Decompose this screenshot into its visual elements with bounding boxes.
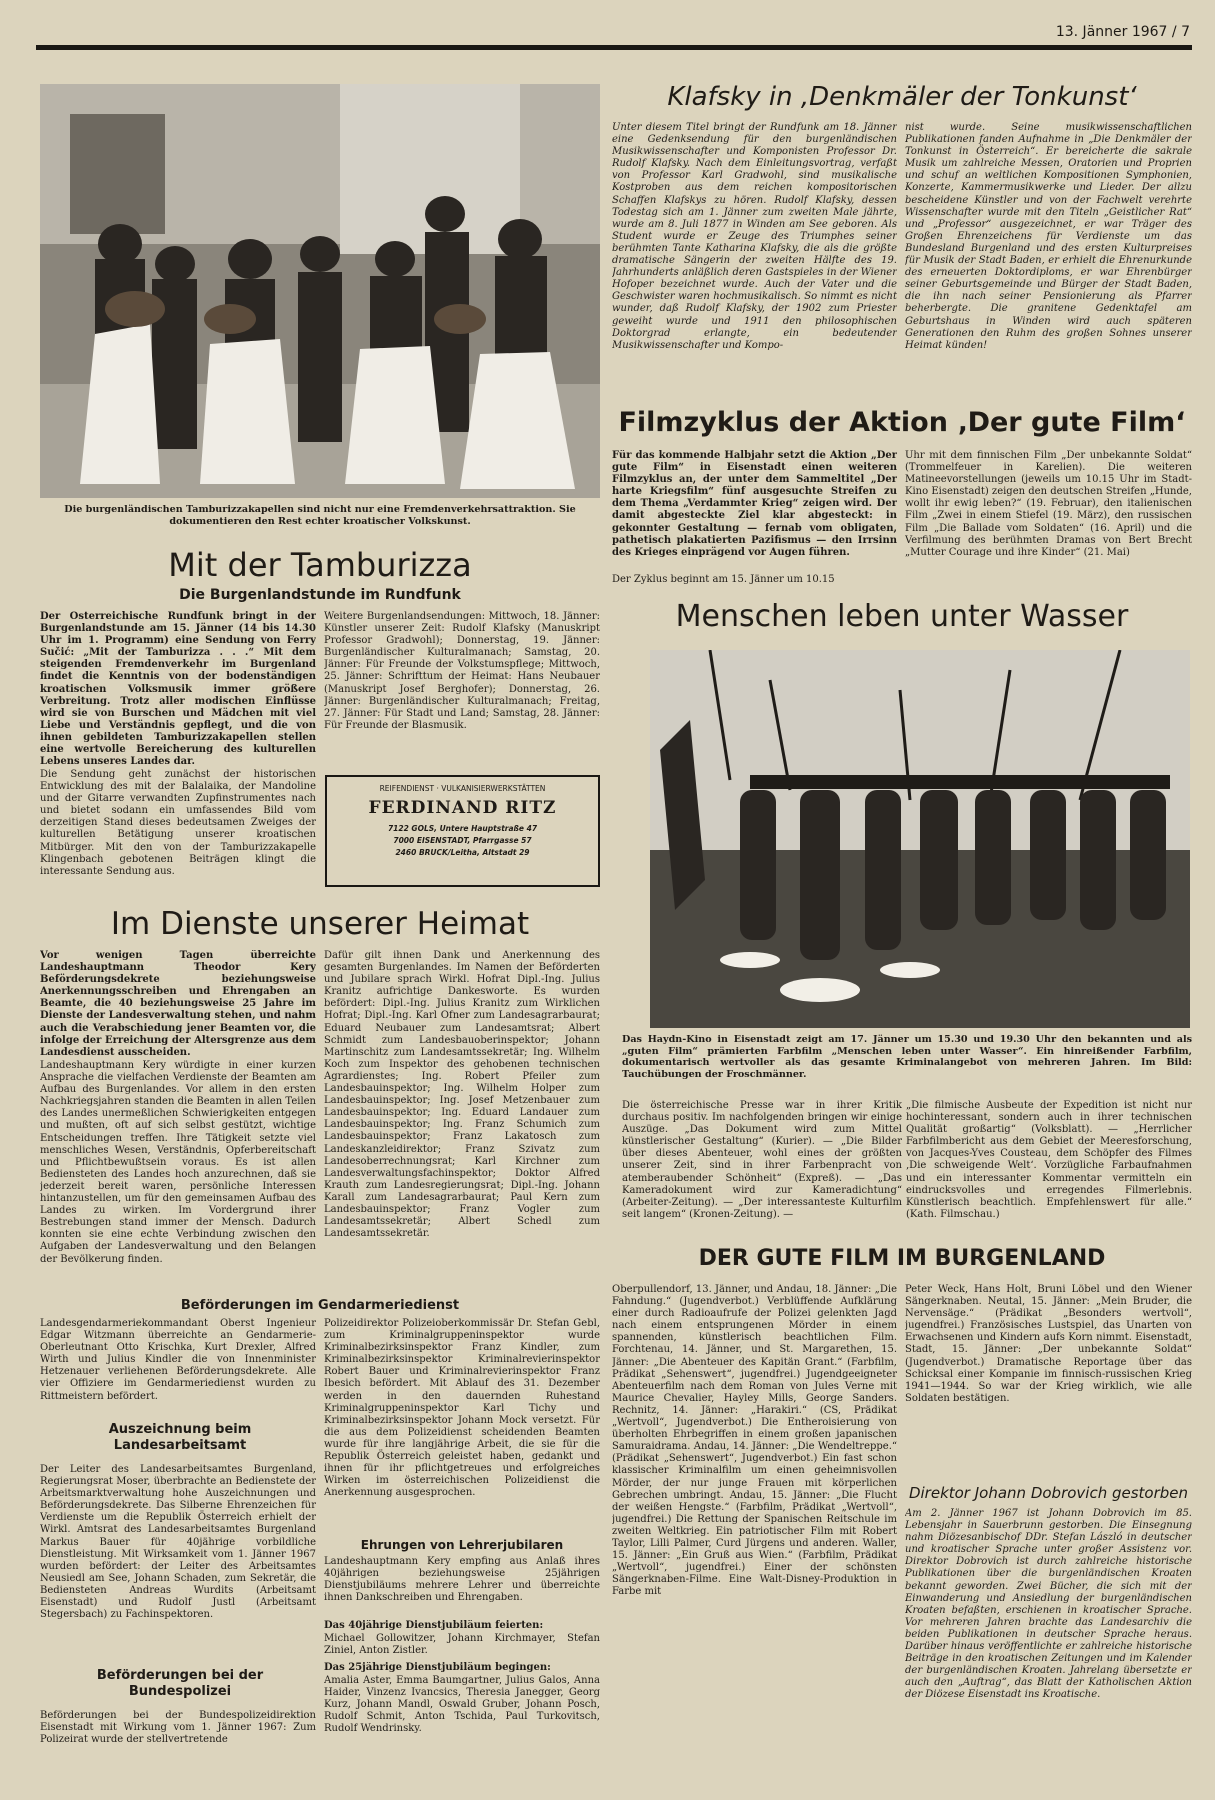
tamburizza-photo-illustration (40, 84, 600, 498)
lehrer-headline: Ehrungen von Lehrerjubilaren (360, 1538, 564, 1552)
froschmaenner-photo-illustration (650, 650, 1190, 1028)
lehrer-body: Landeshauptmann Kery empfing aus Anlaß ihres 40jährigen beziehungsweise 25jährigen Dienstjubiläums mehrere Lehrer und überreichte ihnen Dankschreiben und Ehrengaben. (324, 1556, 600, 1604)
gendarmerie-headline: Beförderungen im Gendarmeriedienst (180, 1298, 460, 1313)
landesarbeitsamt-headline: Auszeichnung beim Landesarbeitsamt (108, 1422, 252, 1453)
tamburizza-col2: Weitere Burgenlandsendungen: Mittwoch, 18. Jänner: Künstler unserer Zeit: Rudolf Klafsky (Manuskript Professor Gradwohl); Donnerstag, 19. Jänner: Burgenländischer Kulturalmanach; Samstag, 20. Jänner: Für Freunde der Volkstumspflege; Mittwoch, 25. Jänner: Schrifttum der Heimat: Hans Neubauer (Manuskript Josef Berghofer); Donnerstag, 26. Jänner: Burgenländischer Kulturalmanach; Freitag, 27. Jänner: Für Stadt und Land; Samstag, 28. Jänner: Für Freunde der Blasmusik. (324, 611, 600, 731)
lehrer-25-names: Amalia Aster, Emma Baumgartner, Julius Galos, Anna Haider, Vinzenz Ivancsics, Theresia Janegger, Georg Kurz, Johann Mandl, Oswald Gruber, Johann Posch, Rudolf Schmit, Anton Tschida, Paul Turkovitsch, Rudolf Wendrinsky. (324, 1675, 600, 1735)
tamburizza-headline: Mit der Tamburizza (168, 546, 472, 584)
bundespolizei-col2: Polizeidirektor Polizeioberkommissär Dr. Stefan Gebl, zum Kriminalgruppeninspektor wurde Kriminalbezirksinspektor Franz Kindler, zum Kriminalbezirksinspektor Kriminalrevierinspektor Robert Bauer und Kriminalrevierinspektor Franz Ibesich befördert. Mit Ablauf des 31. Dezember werden in den dauernden Ruhestand Kriminalgruppeninspektor Karl Tichy und Kriminalbezirksinspektor Johann Mock versetzt. Für die aus dem Polizeidienst scheidenden Beamten wurde für ihre langjährige Arbeit, die sie für die Republik Österreich geleistet haben, gedankt und ihnen für ihr pflichtgetreues und erfolgreiches Wirken im österreichischen Polizeidienst die Anerkennung ausgesprochen. (324, 1318, 600, 1499)
tamburizza-band-photo (40, 84, 600, 498)
tamburizza-subtitle: Die Burgenlandstunde im Rundfunk (179, 587, 461, 603)
heimat-body: Landeshauptmann Kery würdigte in einer kurzen Ansprache die vielfachen Verdienste der Beamten am Aufbau des Burgenlandes. Vor allem in den ersten Nachkriegsjahren standen die Beamten in allen Teilen des Landes unermeßlichen Schwierigkeiten entgegen und mußten, oft auf sich selbst gestützt, wichtige Entscheidungen treffen. Ihre Tätigkeit setzte viel menschliches Wesen, Verständnis, Opferbereitschaft und Pflichtbewußtsein voraus. Es ist allen Bediensteten des Landes hoch anzurechnen, daß sie jederzeit bereit waren, persönliche Interessen hintanzustellen, um für den gemeinsamen Aufbau des Landes zu wirken. Im Vordergrund ihrer Bestrebungen stand immer der Mensch. Dadurch konnten sie eine echte Verbindung zwischen den Aufgaben der Landesverwaltung und den Belangen der Bevölkerung finden. (40, 1060, 316, 1265)
bundespolizei-body: Beförderungen bei der Bundespolizeidirektion Eisenstadt mit Wirkung vom 1. Jänner 1967: Zum Polizeirat wurde der stellvertretende (40, 1710, 316, 1746)
ad-company-name: FERDINAND RITZ (368, 798, 557, 818)
filmzyklus-col1: Für das kommende Halbjahr setzt die Aktion „Der gute Film“ in Eisenstadt einen weiteren Filmzyklus an, der unter dem Sammeltitel „Der harte Kriegsfilm“ fünf ausgesuchte Streifen zu dem Thema „Verdammter Krieg“ zeigen wird. Der damit abgesteckte Ziel klar abgesteckt: in gekonnter Gestaltung — fernab vom obligaten, pathetisch plakatierten Pazifismus — den Irrsinn des Krieges einprägend vor Augen führen. (612, 450, 897, 558)
page-date-number: 13. Jänner 1967 / 7 (1055, 24, 1190, 40)
ad-address-bruck: 2460 BRUCK/Leitha, Altstadt 29 (395, 848, 530, 857)
filmzyklus-col1-end: Der Zyklus beginnt am 15. Jänner um 10.15 (612, 574, 835, 585)
lehrer-25-heading: Das 25jährige Dienstjubiläum begingen: (324, 1662, 551, 1673)
klafsky-col1: Unter diesem Titel bringt der Rundfunk am 18. Jänner eine Gedenksendung für den burgenländischen Musikwissenschafter und Komponisten Professor Dr. Rudolf Klafsky. Nach dem Einleitungsvortrag, verfaßt von Professor Karl Gradwohl, sind musikalische Kostproben aus dem reichen kompositorischen Schaffen Klafskys zu hören. Rudolf Klafsky, dessen Todestag sich am 1. Jänner zum zweiten Male jährte, wurde am 8. Juli 1877 in Winden am See geboren. Als Student wurde er Zeuge des Triumphes seiner berühmten Tante Katharina Klafsky, die als die größte dramatische Sängerin der zweiten Hälfte des 19. Jahrhunderts anläßlich deren Gastspieles in der Wiener Hofoper bezeichnet wurde. Auch der Vater und die Geschwister waren hochmusikalisch. So nimmt es nicht wunder, daß Rudolf Klafsky, der 1902 zum Priester geweiht wurde und 1911 den philosophischen Doktorgrad erlangte, ein bedeutender Musikwissenschafter und Kompo- (612, 122, 897, 351)
lehrer-40-names: Michael Gollowitzer, Johann Kirchmayer, Stefan Ziniel, Anton Zistler. (324, 1633, 600, 1657)
wasser-photo-caption: Das Haydn-Kino in Eisenstadt zeigt am 17. Jänner um 15.30 und 19.30 Uhr den bekannten und als „guten Film“ prämierten Farbfilm „Menschen leben unter Wasser“. Ein hinreißender Farbfilm, dokumentarisch wertvoller als das gesamte Kriminalangebot von mehreren Jahren. Im Bild: Tauchübungen der Froschmänner. (622, 1034, 1192, 1080)
heimat-headline: Im Dienste unserer Heimat (110, 906, 530, 942)
gute-film-headline: DER GUTE FILM IM BURGENLAND (698, 1246, 1106, 1271)
dobrovich-body: Am 2. Jänner 1967 ist Johann Dobrovich im 85. Lebensjahr in Sauerbrunn gestorben. Die Einsegnung nahm Diözesanbischof DDr. Stefan László in deutscher und kroatischer Sprache unter großer Assistenz vor. Direktor Dobrovich ist durch zahlreiche historische Publikationen über die burgenländischen Kroaten bekannt geworden. Zwei Bücher, die sich mit der Einwanderung und Ansiedlung der burgenländischen Kroaten befaßten, erschienen in kroatischer Sprache. Vor mehreren Jahren brachte das Landesarchiv die beiden Publikationen in deutscher Sprache heraus. Darüber hinaus veröffentlichte er zahlreiche historische Beiträge in den kroatischen Zeitungen und im Kalender der burgenländischen Kroaten. Jahrelang übersetzte er auch den „Auftrag“, das Blatt der Katholischen Aktion der Diözese Eisenstadt ins Kroatische. (905, 1508, 1192, 1701)
heimat-col2: Dafür gilt ihnen Dank und Anerkennung des gesamten Burgenlandes. Im Namen der Beförderten und Jubilare sprach Wirkl. Hofrat Dipl.-Ing. Julius Kranitz aufrichtige Dankesworte. Es wurden befördert: Dipl.-Ing. Julius Kranitz zum Wirklichen Hofrat; Dipl.-Ing. Karl Ofner zum Landesagrarbaurat; Eduard Neubauer zum Landesamtsrat; Albert Schmidt zum Landesbauoberinspektor; Johann Martinschitz zum Landesamtssekretär; Ing. Wilhelm Koch zum Inspektor des gehobenen technischen Agrardienstes; Ing. Robert Pfeiler zum Landesbauinspektor; Ing. Wilhelm Holper zum Landesbauinspektor; Ing. Josef Metzenbauer zum Landesbauinspektor; Ing. Eduard Landauer zum Landesbauinspektor; Ing. Franz Schumich zum Landesbauinspektor; Franz Lakatosch zum Landeskanzleidirektor; Franz Szivatz zum Landesoberrechnungsrat; Karl Kirchner zum Landesverwaltungsfachinspektor; Doktor Alfred Krauth zum Landesregierungsrat; Dipl.-Ing. Johann Karall zum Landesagrarbaurat; Paul Kern zum Landesbauinspektor; Franz Vogler zum Landesamtssekretär; Albert Schedl zum Landesamtssekretär. (324, 950, 600, 1240)
header-rule (36, 45, 1192, 50)
ad-address-eisenstadt: 7000 EISENSTADT, Pfarrgasse 57 (393, 836, 532, 845)
klafsky-col2: nist wurde. Seine musikwissenschaftlichen Publikationen fanden Aufnahme in „Die Denkmäler der Tonkunst in Österreich“. Er bereicherte die sakrale Musik um zahlreiche Messen, Oratorien und Proprien und schuf an weltlichen Kompositionen Symphonien, Konzerte, Kammermusikwerke und Lieder. Der allzu bescheidene Künstler und von der Fachwelt verehrte Wissenschafter wurde mit den Titeln „Geistlicher Rat“ und „Professor“ ausgezeichnet, er war Träger des Großen Ehrenzeichens für Verdienste um das Bundesland Burgenland und des ersten Kulturpreises für Musik der Stadt Baden, er erhielt die Ehrenurkunde des erneuerten Doktordiploms, er war Ehrenbürger seiner Geburtsgemeinde und Bürger der Stadt Baden, die ihn nach seiner Pensionierung als Pfarrer beherbergte. Die granitene Gedenktafel am Geburtshaus in Winden wird auch späteren Generationen den Ruhm des großen Sohnes unserer Heimat künden! (905, 122, 1192, 351)
bundespolizei-headline: Beförderungen bei der Bundespolizei (96, 1668, 264, 1699)
gute-film-col2: Peter Weck, Hans Holt, Bruni Löbel und den Wiener Sängerknaben. Neutal, 15. Jänner: „Mein Bruder, die Nervensäge.“ (Prädikat „Besonders wertvoll“, jugendfrei.) Französisches Lustspiel, das Unarten von Erwachsenen und Kindern aufs Korn nimmt. Eisenstadt, Stadt, 15. Jänner: „Der unbekannte Soldat“ (Jugendverbot.) Dramatische Reportage über das Schicksal einer Kompanie im finnisch-russischen Krieg 1941—1944. So war der Krieg wirklich, wie alle Soldaten bestätigen. (905, 1284, 1192, 1404)
dobrovich-headline: Direktor Johann Dobrovich gestorben (908, 1484, 1189, 1502)
gute-film-col1: Oberpullendorf, 13. Jänner, und Andau, 18. Jänner: „Die Fahndung.“ (Jugendverbot.) Verblüffende Aufklärung einer durch Radioaufrufe der Polizei gelenkten Jagd nach einem entsprungenen Mörder in einem spannenden, künstlerisch beachtlichen Film. Forchtenau, 14. Jänner, und St. Margarethen, 15. Jänner: „Die Abenteuer des Kapitän Grant.“ (Farbfilm, Prädikat „Sehenswert“, jugendfrei.) Jugendgeeigneter Abenteuerfilm nach dem Roman von Jules Verne mit Maurice Chevalier, Hayley Mills, George Sanders. Rechnitz, 14. Jänner: „Harakiri.“ (CS, Prädikat „Wertvoll“, Jugendverbot.) Die Entheroisierung von überholten Ehrbegriffen in einem großen japanischen Samuraidrama. Andau, 14. Jänner: „Die Wendeltreppe.“ (Prädikat „Sehenswert“, Jugendverbot.) Ein fast schon klassischer Kriminalfilm um einen geheimnisvollen Mörder, der nur junge Frauen mit körperlichen Gebrechen umbringt. Andau, 15. Jänner: „Die Flucht der weißen Hengste.“ (Farbfilm, Prädikat „Wertvoll“, jugendfrei.) Die Rettung der Spanischen Reitschule im zweiten Weltkrieg. Ein patriotischer Film mit Robert Taylor, Lilli Palmer, Curd Jürgens und anderen. Waller, 15. Jänner: „Ein Gruß aus Wien.“ (Farbfilm, Prädikat „Wertvoll“, jugendfrei.) Einer der schönsten Sängerknaben-Filme. Eine Walt-Disney-Produktion in Farbe mit (612, 1284, 897, 1598)
tamburizza-photo-caption: Die burgenländischen Tamburizzakapellen sind nicht nur eine Fremdenverkehrsattraktion. Sie dokumentieren den Rest echter kroatischer Volkskunst. (64, 504, 576, 527)
wasser-col1: Die österreichische Presse war in ihrer Kritik durchaus positiv. Im nachfolgenden bringen wir einige Auszüge. „Das Dokument wird zum Mittel künstlerischer Gestaltung“ (Kurier). — „Die Bilder über dieses Abenteuer, wohl eines der größten unserer Zeit, sind in ihrer Farbenpracht von atemberaubender Schönheit“ (Expreß). — „Das Kameradokument wird zur Kameradichtung“ (Arbeiter-Zeitung). — „Der interessanteste Kulturfilm seit langem“ (Kronen-Zeitung). — (622, 1100, 902, 1220)
froschmaenner-photo (650, 650, 1190, 1028)
filmzyklus-headline: Filmzyklus der Aktion ‚Der gute Film‘ (618, 407, 1186, 438)
gendarmerie-col1: Landesgendarmeriekommandant Oberst Ingenieur Edgar Witzmann überreichte an Gendarmerie-Oberleutnant Otto Krischka, Kurt Drexler, Alfred Wirth und Julius Kindler die von Innenminister Hetzenauer verliehenen Beförderungsdekrete. Alle vier Offiziere im Gendarmeriedienst wurden zu Rittmeistern befördert. (40, 1318, 316, 1402)
lehrer-40-heading: Das 40jährige Dienstjubiläum feierten: (324, 1620, 544, 1631)
tamburizza-lead: Der Österreichische Rundfunk bringt in der Burgenlandstunde am 15. Jänner (14 bis 14.30 Uhr im 1. Programm) eine Sendung von Ferry Sučić: „Mit der Tamburizza . . .“ Mit dem steigenden Fremdenverkehr im Burgenland findet die Kenntnis von der bodenständigen kroatischen Volksmusik immer größere Verbreitung. Trotz aller modischen Einflüsse wird sie von Burschen und Mädchen mit viel Liebe und Verständnis gepflegt, und die von ihnen gebildeten Tamburizzakapellen stellen eine wertvolle Bereicherung des kulturellen Lebens unseres Landes dar. (40, 611, 316, 768)
landesarbeitsamt-body: Der Leiter des Landesarbeitsamtes Burgenland, Regierungsrat Moser, überbrachte an Bedienstete der Arbeitsmarktverwaltung hohe Auszeichnungen und Beförderungsdekrete. Das Silberne Ehrenzeichen für Verdienste um die Republik Österreich erhielt der Wirkl. Amtsrat des Landesarbeitsamtes Burgenland Markus Bauer für 40jährige vorbildliche Dienstleistung. Mit Wirksamkeit vom 1. Jänner 1967 wurden befördert: der Leiter des Arbeitsamtes Neusiedl am See, Johann Schaden, zum Sekretär, die Bediensteten Andreas Wurdits (Arbeitsamt Eisenstadt) und Rudolf Justl (Arbeitsamt Stegersbach) zu Fachinspektoren. (40, 1464, 316, 1621)
ad-tagline: REIFENDIENST · VULKANISIERWERKSTÄTTEN (379, 784, 546, 793)
filmzyklus-col2: Uhr mit dem finnischen Film „Der unbekannte Soldat“ (Trommelfeuer in Karelien). Die weiteren Matineevorstellungen (jeweils um 10.15 Uhr im Stadt-Kino Eisenstadt) zeigen den deutschen Streifen „Hunde, wollt ihr ewig leben?“ (19. Februar), den italienischen Film „Zwei in einem Stiefel (19. März), den russischen Film „Die Ballade vom Soldaten“ (16. April) und die Verfilmung des berühmten Dramas von Bert Brecht „Mutter Courage und ihre Kinder“ (21. Mai) (905, 450, 1192, 558)
ad-address-gols: 7122 GOLS, Untere Hauptstraße 47 (387, 824, 538, 833)
wasser-headline: Menschen leben unter Wasser (675, 599, 1129, 634)
tamburizza-body: Die Sendung geht zunächst der historischen Entwicklung des mit der Balalaika, der Mandoline und der Gitarre verwandten Zupfinstrumentes nach und bietet sodann ein umfassendes Bild vom derzeitigen Stand dieses bedeutsamen Zweiges der kulturellen Betätigung unserer kroatischen Mitbürger. Mit den von der Tamburizzakapelle Klingenbach gebotenen Beiträgen klingt die interessante Sendung aus. (40, 769, 316, 877)
ad-box (325, 775, 600, 887)
klafsky-headline: Klafsky in ‚Denkmäler der Tonkunst‘ (667, 82, 1137, 112)
heimat-lead: Vor wenigen Tagen überreichte Landeshauptmann Theodor Kery Beförderungsdekrete beziehungsweise Anerkennungsschreiben und Ehrengaben an Beamte, die 40 beziehungsweise 25 Jahre im Dienste der Landesverwaltung stehen, und nahm auch die Verabschiedung jener Beamten vor, die infolge der Erreichung der Altersgrenze aus dem Landesdienst ausscheiden. (40, 950, 316, 1058)
wasser-col2: „Die filmische Ausbeute der Expedition ist nicht nur hochinteressant, sondern auch in ihrer technischen Qualität großartig“ (Volksblatt). — „Herrlicher Farbfilmbericht aus dem Gebiet der Meeresforschung, von Jacques-Yves Cousteau, dem Schöpfer des Filmes ‚Die schweigende Welt‘. Vorzügliche Farbaufnahmen und ein interessanter Kommentar vermitteln ein eindrucksvolles und erregendes Filmerlebnis. Künstlerisch beachtlich. Empfehlenswert für alle.“ (Kath. Filmschau.) (906, 1100, 1192, 1220)
